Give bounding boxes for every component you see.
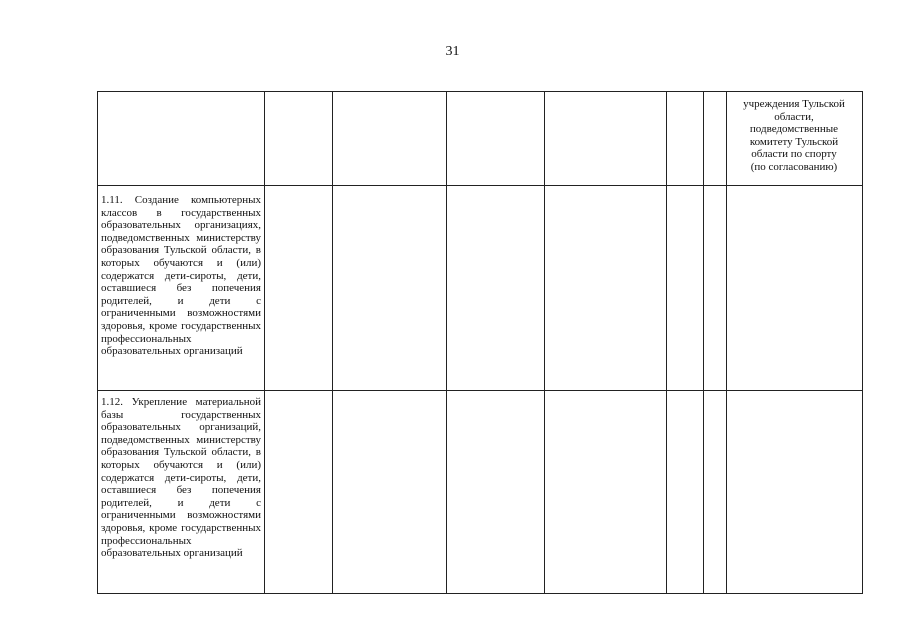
activity-cell: 1.11. Создание компьютерных классов в государственных образовательных организациях, подведомственных министерству образования Тульской области, в которых обучаются и (или) содержатся дети-сироты, дети, оставшиеся без попечения родителей, и дети с ограниченными возможностями здоровья, кроме государственных профессиональных образовательных организаций bbox=[101, 194, 261, 358]
activity-cell: 1.12. Укрепление материальной базы государственных образовательных организаций, подведомственных министерству образования Тульской области, в которых обучаются и (или) содержатся дети-сироты, дети, оставшиеся без попечения родителей, и дети с ограниченными возможностями здоровья, кроме государственных профессиональных образовательных организаций bbox=[101, 396, 261, 560]
column-border bbox=[726, 91, 727, 594]
column-border bbox=[264, 91, 265, 594]
row-divider-2 bbox=[97, 390, 863, 391]
column-border bbox=[97, 91, 98, 594]
column-border bbox=[666, 91, 667, 594]
table-bottom-border bbox=[97, 593, 863, 594]
page-number: 31 bbox=[445, 44, 460, 59]
executor-cell: учреждения Тульской области, подведомственные комитету Тульской области по спорту (по согласованию) bbox=[743, 98, 845, 173]
column-border bbox=[544, 91, 545, 594]
column-border bbox=[703, 91, 704, 594]
column-border bbox=[862, 91, 863, 594]
column-border bbox=[332, 91, 333, 594]
row-divider-1 bbox=[97, 185, 863, 186]
table-top-border bbox=[97, 91, 863, 92]
column-border bbox=[446, 91, 447, 594]
